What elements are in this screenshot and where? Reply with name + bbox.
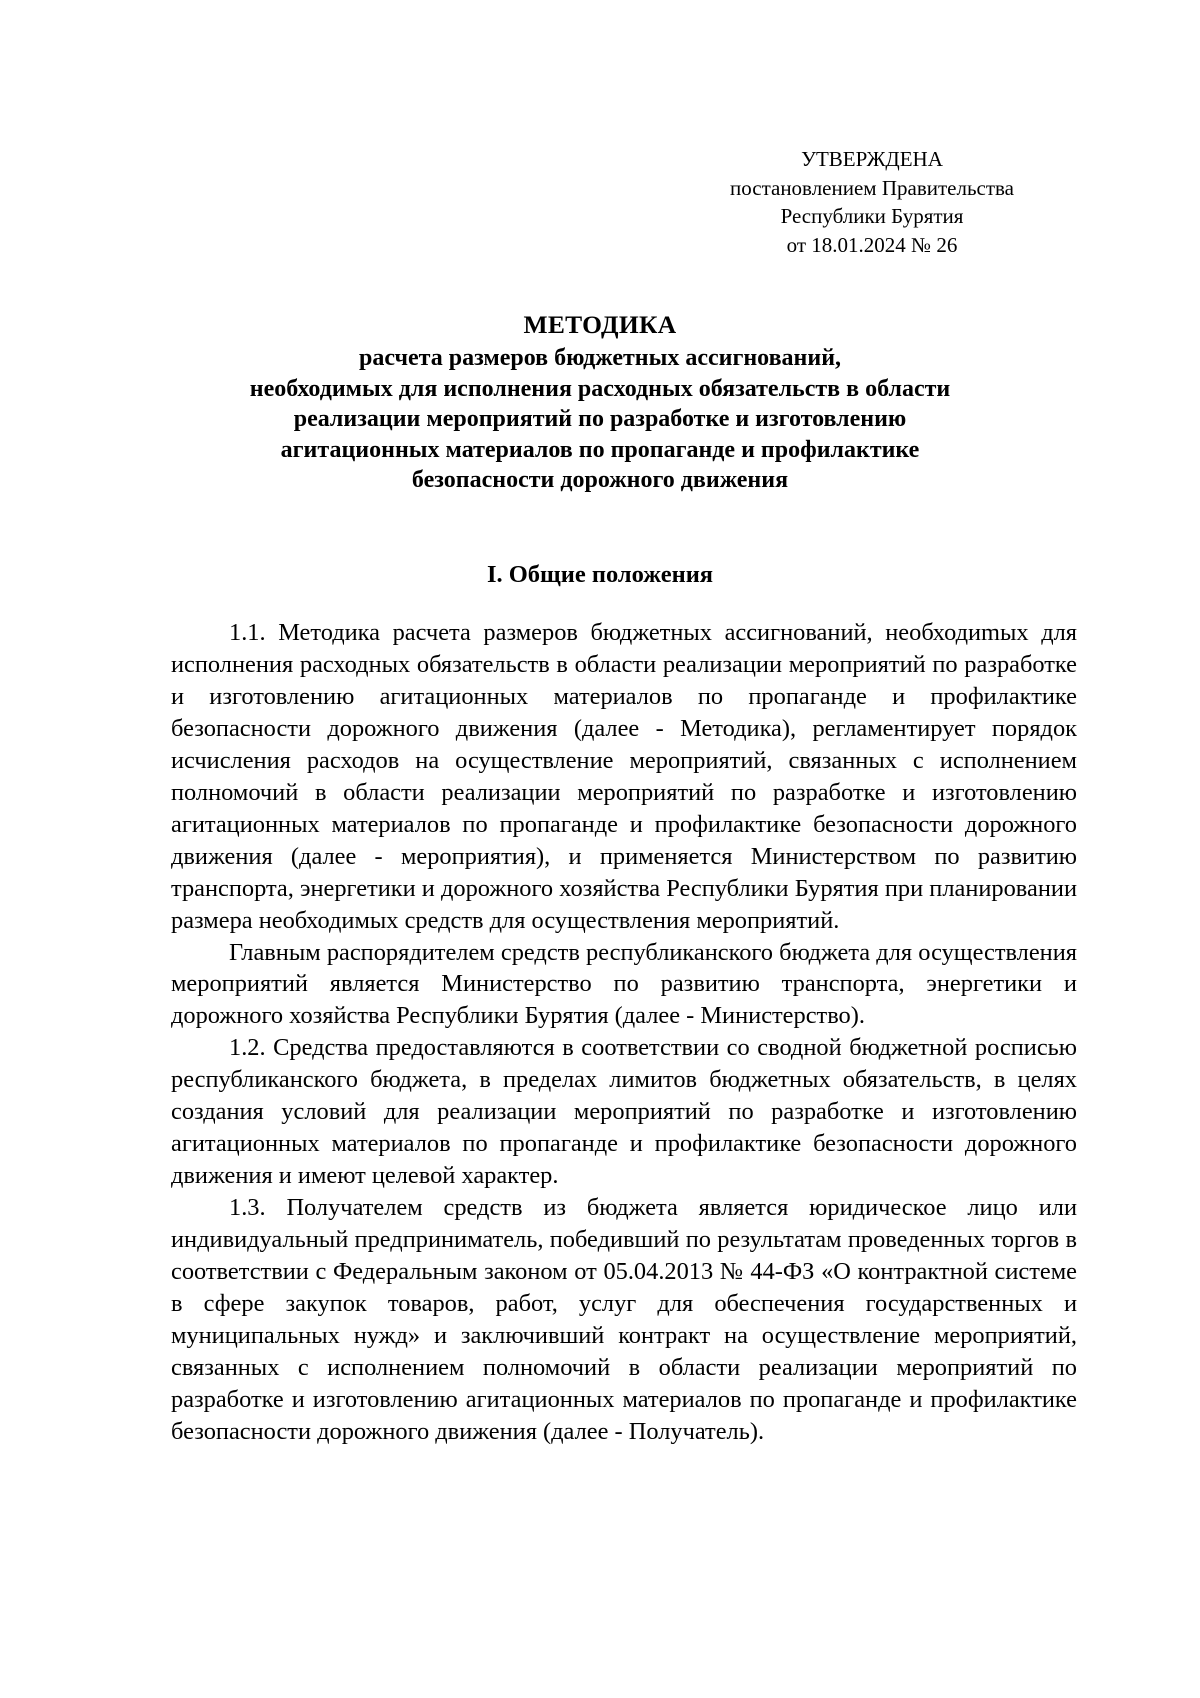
document-subtitle-line: необходимых для исполнения расходных обязательств в области (249, 375, 951, 402)
section-heading: I. Общие положения (486, 561, 714, 588)
approval-stamp (672, 145, 1072, 259)
paragraph-main-manager: Главным распорядителем средств республиканского бюджета для осуществления мероприятий является Министерство по развитию транспорта, энергетики и дорожного хозяйства Республики Бурятия (далее - Министерство). (171, 938, 1077, 1030)
paragraph-1-1: 1.1. Методика расчета размеров бюджетных ассигнований, необходиmых для исполнения расходных обязательств в области реализации мероприятий по разработке и изготовлению агитационных материалов по пропаганде и профилактике безопасности дорожного движения (далее - Методика), регламентирует порядок исчисления расходов на осуществление мероприятий, связанных с исполнением полномочий в области реализации мероприятий по разработке и изготовлению агитационных материалов по пропаганде и профилактике безопасности дорожного движения (далее - мероприятия), и применяется Министерством по развитию транспорта, энергетики и дорожного хозяйства Республики Бурятия при планировании размера необходимых средств для осуществления мероприятий. (171, 619, 1077, 934)
document-subtitle-line: агитационных материалов по пропаганде и профилактике (280, 436, 920, 463)
approval-issuer: постановлением Правительства (729, 175, 1014, 200)
section-body (171, 617, 1077, 1448)
paragraph-1-3: 1.3. Получателем средств из бюджета является юридическое лицо или индивидуальный предприниматель, победивший по результатам проведенных торгов в соответствии с Федеральным законом от 05.04.2013 № 44-ФЗ «О контрактной системе в сфере закупок товаров, работ, услуг для обеспечения государственных и муниципальных нужд» и заключивший контракт на осуществление мероприятий, связанных с исполнением полномочий в области реализации мероприятий по разработке и изготовлению агитационных материалов по пропаганде и профилактике безопасности дорожного движения (далее - Получатель). (171, 1194, 1077, 1445)
document-title: МЕТОДИКА (523, 310, 677, 339)
paragraph-1-2: 1.2. Средства предоставляются в соответствии со сводной бюджетной росписью республиканского бюджета, в пределах лимитов бюджетных обязательств, в целях создания условий для реализации мероприятий по разработке и изготовлению агитационных материалов по пропаганде и профилактике безопасности дорожного движения и имеют целевой характер. (171, 1034, 1077, 1190)
approval-status: УТВЕРЖДЕНА (801, 147, 943, 171)
document-subtitle-line: реализации мероприятий по разработке и изготовлению (293, 406, 907, 433)
document-subtitle-line: безопасности дорожного движения (411, 467, 789, 494)
document-subtitle-line: расчета размеров бюджетных ассигнований, (358, 345, 842, 372)
document-title-block (120, 310, 1080, 495)
approval-date-number: от 18.01.2024 № 26 (786, 232, 958, 257)
approval-region: Республики Бурятия (780, 204, 964, 228)
